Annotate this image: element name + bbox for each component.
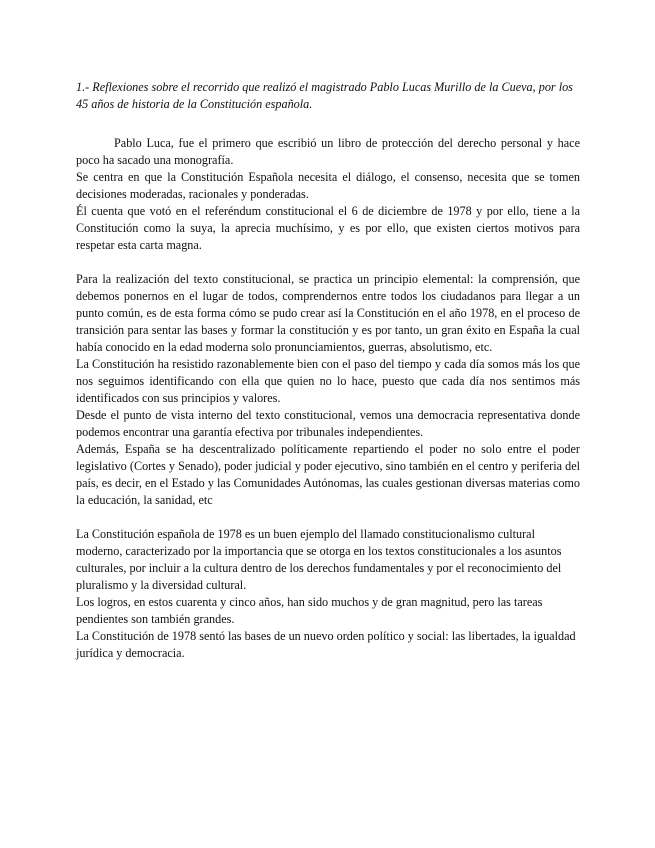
paragraph: Se centra en que la Constitución Española necesita el diálogo, el consenso, necesita que se tomen decisiones moderadas, racionales y ponderadas. — [76, 170, 580, 201]
paragraph: Los logros, en estos cuarenta y cinco años, han sido muchos y de gran magnitud, pero las tareas pendientes son también grandes. — [76, 595, 543, 626]
paragraph: La Constitución española de 1978 es un buen ejemplo del llamado constitucionalismo cultural moderno, caracterizado por la importancia que se otorga en los textos constitucionales a los asuntos culturales, por incluir a la cultura dentro de los derechos fundamentales y por el reconocimiento del pluralismo y la diversidad cultural. — [76, 527, 562, 592]
paragraph: Para la realización del texto constitucional, se practica un principio elemental: la comprensión, que debemos ponernos en el lugar de todos, comprendernos entre todos los ciudadanos para llegar a un punto común, es de esta forma cómo se pudo crear así la Constitución en el año 1978, en el proceso de transición para sentar las bases y formar la constitución y es por tanto, un gran éxito en España la cual había conocido en la edad moderna solo pronunciamientos, guerras, absolutismo, etc. — [76, 272, 580, 354]
paragraph: Además, España se ha descentralizado políticamente repartiendo el poder no solo entre el poder legislativo (Cortes y Senado), poder judicial y poder ejecutivo, sino también en el centro y periferia del país, es decir, en el Estado y las Comunidades Autónomas, las cuales gestionan diversas materias como la educación, la sanidad, etc — [76, 442, 580, 507]
paragraph: Pablo Luca, fue el primero que escribió un libro de protección del derecho personal y hace poco ha sacado una monografía. — [76, 136, 580, 167]
document-title: 1.- Reflexiones sobre el recorrido que realizó el magistrado Pablo Lucas Murillo de la Cueva, por los 45 años de historia de la Constitución española. — [76, 80, 573, 111]
paragraph-spacer — [76, 254, 580, 271]
document-body — [76, 79, 580, 662]
paragraph-spacer — [76, 509, 580, 526]
paragraph: Él cuenta que votó en el referéndum constitucional el 6 de diciembre de 1978 y por ello, tiene a la Constitución como la suya, la aprecia muchísimo, y es por ello, que existen ciertos motivos para respetar esta carta magna. — [76, 204, 580, 252]
paragraph: La Constitución ha resistido razonablemente bien con el paso del tiempo y cada día somos más los que nos seguimos identificando con ella que quien no lo hace, puesto que cada día nos sentimos más identificados con sus principios y valores. — [76, 357, 580, 405]
paragraph: La Constitución de 1978 sentó las bases de un nuevo orden político y social: las libertades, la igualdad jurídica y democracia. — [76, 629, 576, 660]
paragraph: Desde el punto de vista interno del texto constitucional, vemos una democracia representativa donde podemos encontrar una garantía efectiva por tribunales independientes. — [76, 408, 580, 439]
